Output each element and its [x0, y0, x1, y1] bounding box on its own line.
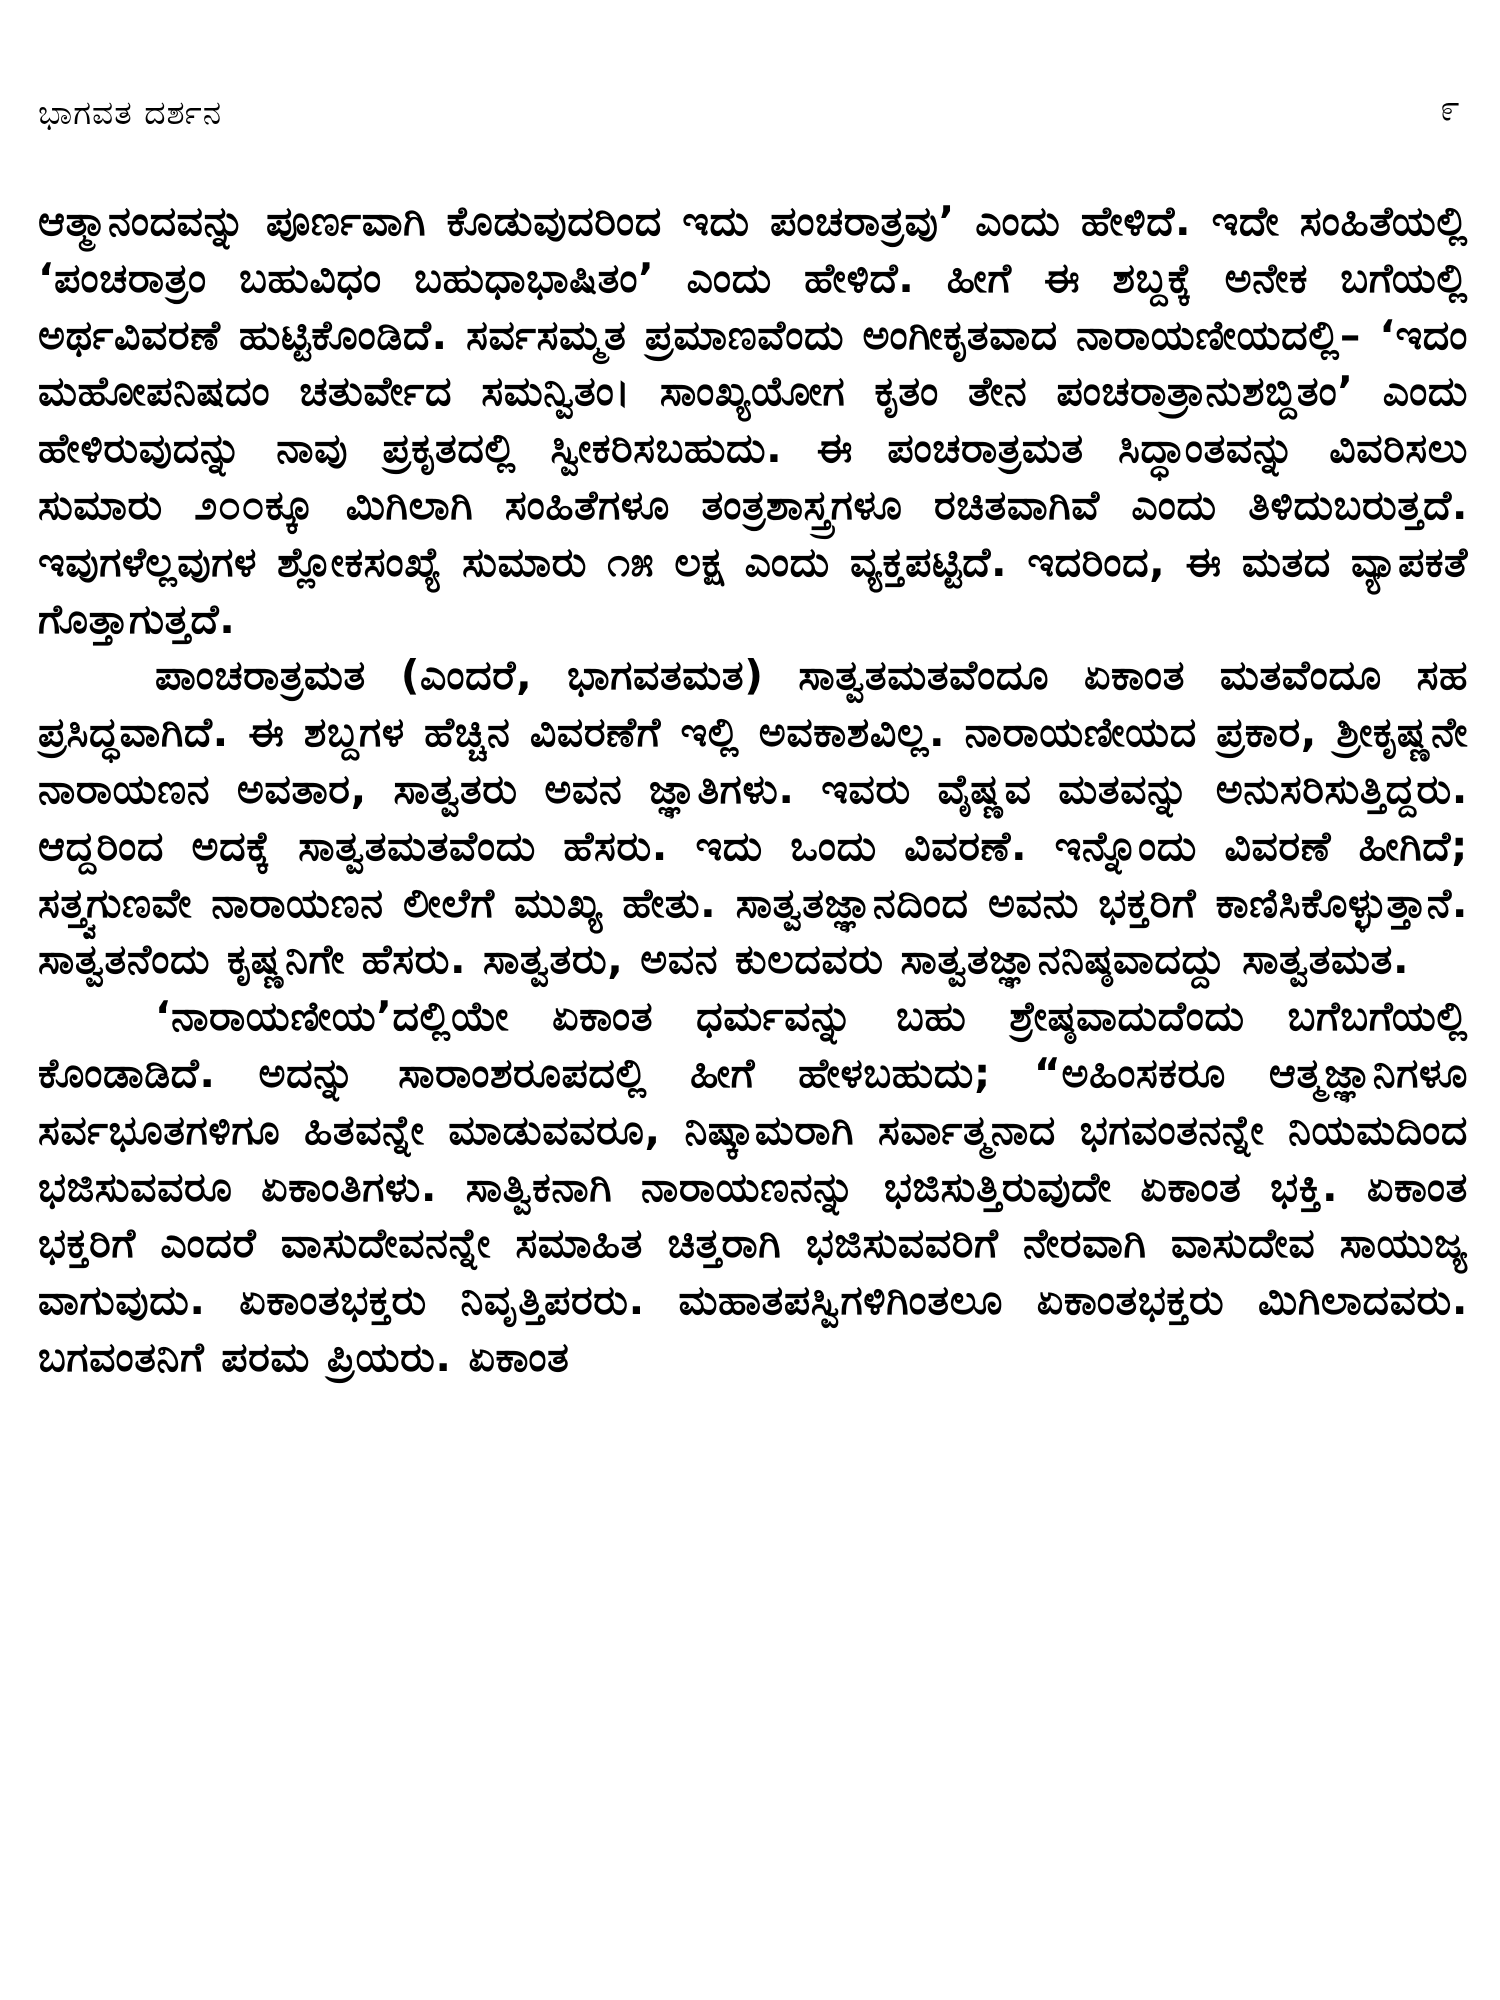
document-page — [38, 0, 1468, 2000]
running-header — [38, 88, 1468, 138]
paragraph-3: ‘ನಾರಾಯಣೀಯ’ದಲ್ಲಿಯೇ ಏಕಾಂತ ಧರ್ಮವನ್ನು ಬಹು ಶ್ರೇಷ್ಠವಾದುದೆಂದು ಬಗೆಬಗೆಯಲ್ಲಿ ಕೊಂಡಾಡಿದೆ. ಅದನ್ನು ಸಾರಾಂಶರೂಪದಲ್ಲಿ ಹೀಗೆ ಹೇಳಬಹುದು; “ಅಹಿಂಸಕರೂ ಆತ್ಮಜ್ಞಾನಿಗಳೂ ಸರ್ವಭೂತಗಳಿಗೂ ಹಿತವನ್ನೇ ಮಾಡುವವರೂ, ನಿಷ್ಕಾಮರಾಗಿ ಸರ್ವಾತ್ಮನಾದ ಭಗವಂತನನ್ನೇ ನಿಯಮದಿಂದ ಭಜಿಸುವವರೂ ಏಕಾಂತಿಗಳು. ಸಾತ್ವಿಕನಾಗಿ ನಾರಾಯಣನನ್ನು ಭಜಿಸುತ್ತಿರುವುದೇ ಏಕಾಂತ ಭಕ್ತಿ. ಏಕಾಂತ ಭಕ್ತರಿಗೆ ಎಂದರೆ ವಾಸುದೇವನನ್ನೇ ಸಮಾಹಿತ ಚಿತ್ತರಾಗಿ ಭಜಿಸುವವರಿಗೆ ನೇರವಾಗಿ ವಾಸುದೇವ ಸಾಯುಜ್ಯ ವಾಗುವುದು. ಏಕಾಂತಭಕ್ತರು ನಿವೃತ್ತಿಪರರು. ಮಹಾತಪಸ್ವಿಗಳಿಗಿಂತಲೂ ಏಕಾಂತಭಕ್ತರು ಮಿಗಿಲಾದವರು. ಬಗವಂತನಿಗೆ ಪರಮ ಪ್ರಿಯರು. ಏಕಾಂತ — [38, 992, 1468, 1381]
body-text — [38, 193, 1468, 1386]
running-title: ಭಾಗವತ ದರ್ಶನ — [38, 93, 223, 132]
paragraph-2: ಪಾಂಚರಾತ್ರಮತ (ಎಂದರೆ, ಭಾಗವತಮತ) ಸಾತ್ವತಮತವೆಂದೂ ಏಕಾಂತ ಮತವೆಂದೂ ಸಹ ಪ್ರಸಿದ್ಧವಾಗಿದೆ. ಈ ಶಬ್ದಗಳ ಹೆಚ್ಚಿನ ವಿವರಣೆಗೆ ಇಲ್ಲಿ ಅವಕಾಶವಿಲ್ಲ. ನಾರಾಯಣೀಯದ ಪ್ರಕಾರ, ಶ್ರೀಕೃಷ್ಣನೇ ನಾರಾಯಣನ ಅವತಾರ, ಸಾತ್ವತರು ಅವನ ಜ್ಞಾತಿಗಳು. ಇವರು ವೈಷ್ಣವ ಮತವನ್ನು ಅನುಸರಿಸುತ್ತಿದ್ದರು. ಆದ್ದರಿಂದ ಅದಕ್ಕೆ ಸಾತ್ವತಮತವೆಂದು ಹೆಸರು. ಇದು ಒಂದು ವಿವರಣೆ. ಇನ್ನೊಂದು ವಿವರಣೆ ಹೀಗಿದೆ; ಸತ್ತ್ವಗುಣವೇ ನಾರಾಯಣನ ಲೀಲೆಗೆ ಮುಖ್ಯ ಹೇತು. ಸಾತ್ವತಜ್ಞಾನದಿಂದ ಅವನು ಭಕ್ತರಿಗೆ ಕಾಣಿಸಿಕೊಳ್ಳುತ್ತಾನೆ. ಸಾತ್ವತನೆಂದು ಕೃಷ್ಣನಿಗೇ ಹೆಸರು. ಸಾತ್ವತರು, ಅವನ ಕುಲದವರು ಸಾತ್ವತಜ್ಞಾನನಿಷ್ಠವಾದದ್ದು ಸಾತ್ವತಮತ. — [38, 651, 1468, 984]
paragraph-1: ಆತ್ಮಾನಂದವನ್ನು ಪೂರ್ಣವಾಗಿ ಕೊಡುವುದರಿಂದ ಇದು ಪಂಚರಾತ್ರವು’ ಎಂದು ಹೇಳಿದೆ. ಇದೇ ಸಂಹಿತೆಯಲ್ಲಿ ‘ಪಂಚರಾತ್ರಂ ಬಹುವಿಧಂ ಬಹುಧಾಭಾಷಿತಂ’ ಎಂದು ಹೇಳಿದೆ. ಹೀಗೆ ಈ ಶಬ್ದಕ್ಕೆ ಅನೇಕ ಬಗೆಯಲ್ಲಿ ಅರ್ಥವಿವರಣೆ ಹುಟ್ಟಿಕೊಂಡಿದೆ. ಸರ್ವಸಮ್ಮತ ಪ್ರಮಾಣವೆಂದು ಅಂಗೀಕೃತವಾದ ನಾರಾಯಣೀಯದಲ್ಲಿ– ‘ಇದಂ ಮಹೋಪನಿಷದಂ ಚತುರ್ವೇದ ಸಮನ್ವಿತಂ। ಸಾಂಖ್ಯಯೋಗ ಕೃತಂ ತೇನ ಪಂಚರಾತ್ರಾನುಶಬ್ದಿತಂ’ ಎಂದು ಹೇಳಿರುವುದನ್ನು ನಾವು ಪ್ರಕೃತದಲ್ಲಿ ಸ್ವೀಕರಿಸಬಹುದು. ಈ ಪಂಚರಾತ್ರಮತ ಸಿದ್ಧಾಂತವನ್ನು ವಿವರಿಸಲು ಸುಮಾರು ೨೦೦ಕ್ಕೂ ಮಿಗಿಲಾಗಿ ಸಂಹಿತೆಗಳೂ ತಂತ್ರಶಾಸ್ತ್ರಗಳೂ ರಚಿತವಾಗಿವೆ ಎಂದು ತಿಳಿದುಬರುತ್ತದೆ. ಇವುಗಳೆಲ್ಲವುಗಳ ಶ್ಲೋಕಸಂಖ್ಯೆ ಸುಮಾರು ೧೫ ಲಕ್ಷ ಎಂದು ವ್ಯಕ್ತಪಟ್ಟಿದೆ. ಇದರಿಂದ, ಈ ಮತದ ವ್ಯಾಪಕತೆ ಗೊತ್ತಾಗುತ್ತದೆ. — [38, 197, 1468, 643]
page-number: ೯ — [1439, 88, 1460, 129]
